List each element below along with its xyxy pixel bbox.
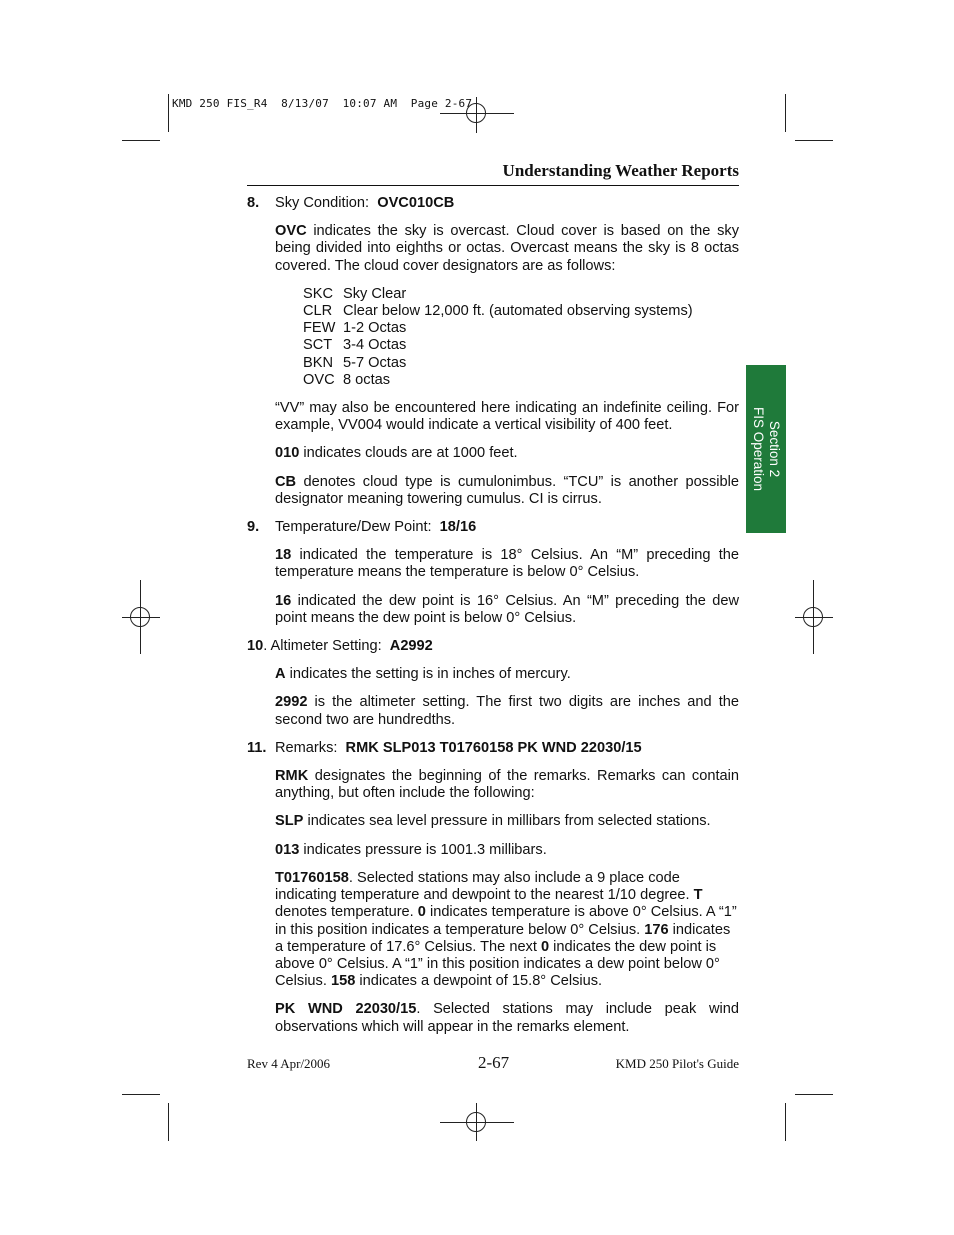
header-rule [247, 185, 739, 186]
code: CLR [303, 303, 333, 320]
paragraph-text: indicates the sky is overcast. Cloud cover is based on the sky being divided into eighths or octas. Overcast means the sky is 8 octas covered. The cloud cover designators are as follows: [275, 223, 739, 274]
code-desc: 8 octas [343, 371, 391, 388]
term: 158 [330, 973, 356, 990]
paragraph [275, 223, 739, 275]
item-number: 8. [247, 195, 260, 211]
term: 18 [275, 547, 292, 564]
term: T [693, 887, 703, 904]
paragraph [275, 1001, 739, 1035]
paragraph [275, 870, 739, 990]
code: OVC [303, 371, 335, 388]
code: SKC [303, 285, 334, 302]
paragraph-text: denotes cloud type is cumulonimbus. “TCU” is another possible designator meaning towering cumulus. CI is cirrus. [275, 473, 739, 507]
page-header-title: Understanding Weather Reports [502, 161, 739, 180]
section-tab-line1: Section 2 [767, 420, 782, 478]
page-content [247, 195, 739, 1047]
paragraph-text: denotes temperature. [275, 904, 418, 921]
paragraph-text: indicates a temperature of 17.6° Celsius. The next [275, 921, 731, 955]
term: CB [275, 473, 297, 490]
section-tab [746, 365, 786, 533]
paragraph-text: indicates the setting is in inches of mercury. [285, 666, 571, 683]
code: BKN [303, 354, 334, 371]
paragraph-text: . Selected stations may include peak wind observations which will appear in the remarks element. [275, 1001, 739, 1035]
item-label: . Altimeter Setting: [263, 638, 382, 655]
code-desc: 1-2 Octas [343, 320, 407, 337]
code-desc: 3-4 Octas [343, 337, 407, 354]
paragraph [275, 593, 739, 627]
paragraph [275, 666, 739, 683]
paragraph-text: indicated the temperature is 18° Celsius. An “M” preceding the temperature means the temperature is below 0° Celsius. [275, 547, 739, 581]
paragraph [275, 474, 739, 508]
code: FEW [303, 320, 336, 337]
print-slug: KMD 250 FIS_R4 8/13/07 10:07 AM Page 2-67 [172, 97, 473, 110]
term: 0 [417, 904, 426, 921]
item-label: Sky Condition: [275, 195, 370, 211]
item-label: Temperature/Dew Point: [275, 519, 432, 536]
code-desc: Clear below 12,000 ft. (automated observing systems) [343, 303, 693, 320]
paragraph-text: indicates pressure is 1001.3 millibars. [299, 841, 547, 858]
paragraph-text: designates the beginning of the remarks. Remarks can contain anything, but often include the following: [275, 768, 739, 802]
term: 16 [275, 592, 292, 609]
list-item [303, 286, 739, 303]
paragraph-text: is the altimeter setting. The first two digits are inches and the second two are hundredths. [275, 694, 739, 728]
paragraph-text: indicates temperature is above 0° Celsius. A “1” in this position indicates a temperature below 0° Celsius. [275, 904, 737, 938]
footer-guide-title: KMD 250 Pilot's Guide [615, 1056, 739, 1071]
item-number: 9. [247, 519, 260, 536]
section-tab-line2: FIS Operation [751, 406, 766, 492]
list-item [303, 337, 739, 354]
item-number: 11. [247, 739, 267, 756]
paragraph [275, 445, 739, 462]
code-desc: Sky Clear [343, 285, 407, 302]
term: 010 [275, 445, 300, 462]
item-8-heading [247, 195, 739, 212]
term: 2992 [275, 694, 308, 711]
cloud-cover-designator-list [303, 286, 739, 389]
paragraph-text: indicates the dew point is above 0° Celsius. A “1” in this position indicates a dew point below 0° Celsius. [275, 938, 720, 990]
term: 013 [275, 841, 300, 858]
item-value: 18/16 [439, 519, 477, 536]
term: A [275, 666, 286, 683]
item-9-heading [247, 519, 739, 536]
item-value: OVC010CB [377, 195, 455, 211]
footer-revision: Rev 4 Apr/2006 [247, 1056, 331, 1071]
code-desc: 5-7 Octas [343, 354, 407, 371]
term: 0 [540, 938, 550, 955]
paragraph-text: indicates sea level pressure in millibars from selected stations. [303, 813, 711, 830]
paragraph [275, 813, 739, 830]
item-value: RMK SLP013 T01760158 PK WND 22030/15 [345, 739, 642, 756]
term: RMK [275, 768, 309, 785]
item-number: 10 [247, 638, 264, 655]
paragraph [275, 842, 739, 859]
paragraph-text: indicates clouds are at 1000 feet. [299, 445, 518, 462]
list-item [303, 303, 739, 320]
page-number: 2-67 [478, 1053, 510, 1072]
item-11-heading [247, 740, 739, 757]
term: T01760158 [275, 869, 349, 886]
term: SLP [275, 813, 304, 830]
paragraph-text: indicates a dewpoint of 15.8° Celsius. [355, 973, 603, 990]
item-label: Remarks: [275, 739, 338, 756]
paragraph-text: indicated the dew point is 16° Celsius. An “M” preceding the dew point means the dew point is below 0° Celsius. [275, 592, 739, 626]
code: SCT [303, 337, 333, 354]
paragraph [275, 547, 739, 581]
item-value: A2992 [389, 638, 433, 655]
term: 176 [644, 921, 669, 938]
paragraph-text: . Selected stations may also include a 9 place code indicating temperature and dewpoint to the nearest 1/10 degree. [275, 869, 694, 904]
list-item [303, 355, 739, 372]
paragraph: “VV” may also be encountered here indicating an indefinite ceiling. For example, VV004 would indicate a vertical visibility of 400 feet. [275, 400, 739, 434]
paragraph [275, 694, 739, 728]
item-10-heading [247, 638, 739, 655]
paragraph [275, 768, 739, 802]
list-item [303, 372, 739, 389]
term: PK WND 22030/15 [275, 1001, 417, 1018]
list-item [303, 320, 739, 337]
term: OVC [275, 223, 307, 240]
